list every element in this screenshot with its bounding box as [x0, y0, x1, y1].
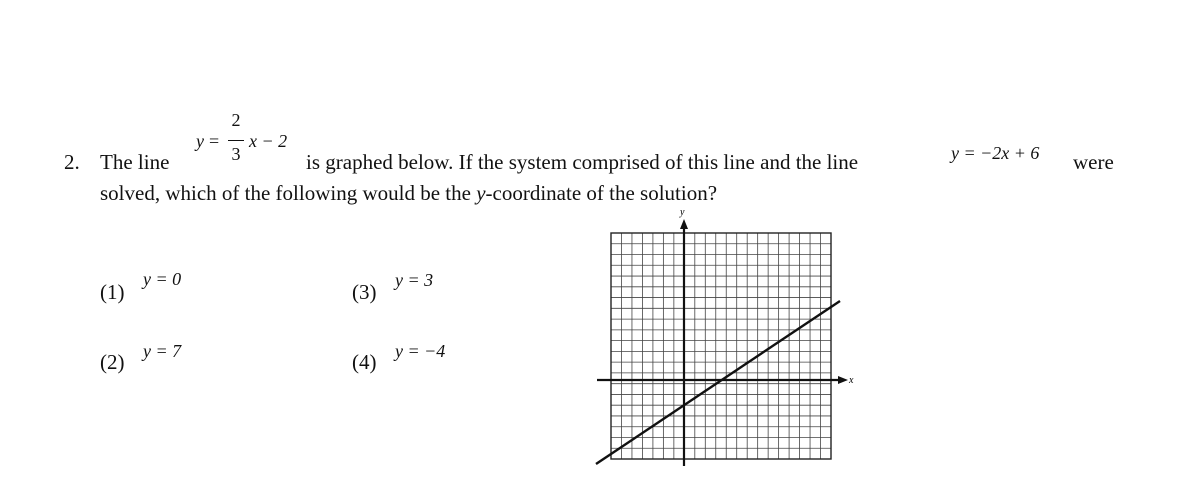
eq1-fraction-bar	[228, 140, 244, 141]
x-axis-arrow-icon	[838, 376, 848, 384]
y-axis-label: y	[680, 207, 685, 218]
y-axis-arrow-icon	[680, 219, 688, 229]
grid-lines	[611, 233, 831, 459]
question-number: 2.	[64, 150, 80, 174]
question-text-line2-b: -coordinate of the solution?	[485, 181, 718, 205]
choice-2-label: (2)	[100, 350, 125, 374]
eq1-lhs: y	[196, 131, 204, 151]
graphed-line	[596, 301, 840, 464]
question-text-line1-prefix: The line	[100, 150, 170, 174]
choice-1-value: y = 0	[143, 269, 182, 289]
x-axis-label: x	[849, 375, 854, 386]
eq1-equals: =	[209, 131, 220, 151]
grid-border	[611, 233, 831, 459]
eq1-numerator: 2	[231, 110, 241, 130]
question-text-line1-suffix: were	[1073, 150, 1114, 174]
eq1-rhs: x − 2	[249, 131, 288, 151]
equation-second-line: y = −2x + 6	[951, 143, 1040, 163]
choice-2-value: y = 7	[143, 341, 182, 361]
question-text-line2-var: y	[476, 181, 486, 205]
eq1-denominator: 3	[231, 144, 241, 164]
choice-4-label: (4)	[352, 350, 377, 374]
question-text-line2-a: solved, which of the following would be the	[100, 181, 471, 205]
choice-4-value: y = −4	[395, 341, 446, 361]
question-text-line1-middle: is graphed below. If the system comprised of this line and the line	[306, 150, 859, 174]
choice-3-label: (3)	[352, 280, 377, 304]
choice-1-label: (1)	[100, 280, 125, 304]
coordinate-graph	[590, 200, 860, 475]
choice-3-value: y = 3	[395, 270, 434, 290]
